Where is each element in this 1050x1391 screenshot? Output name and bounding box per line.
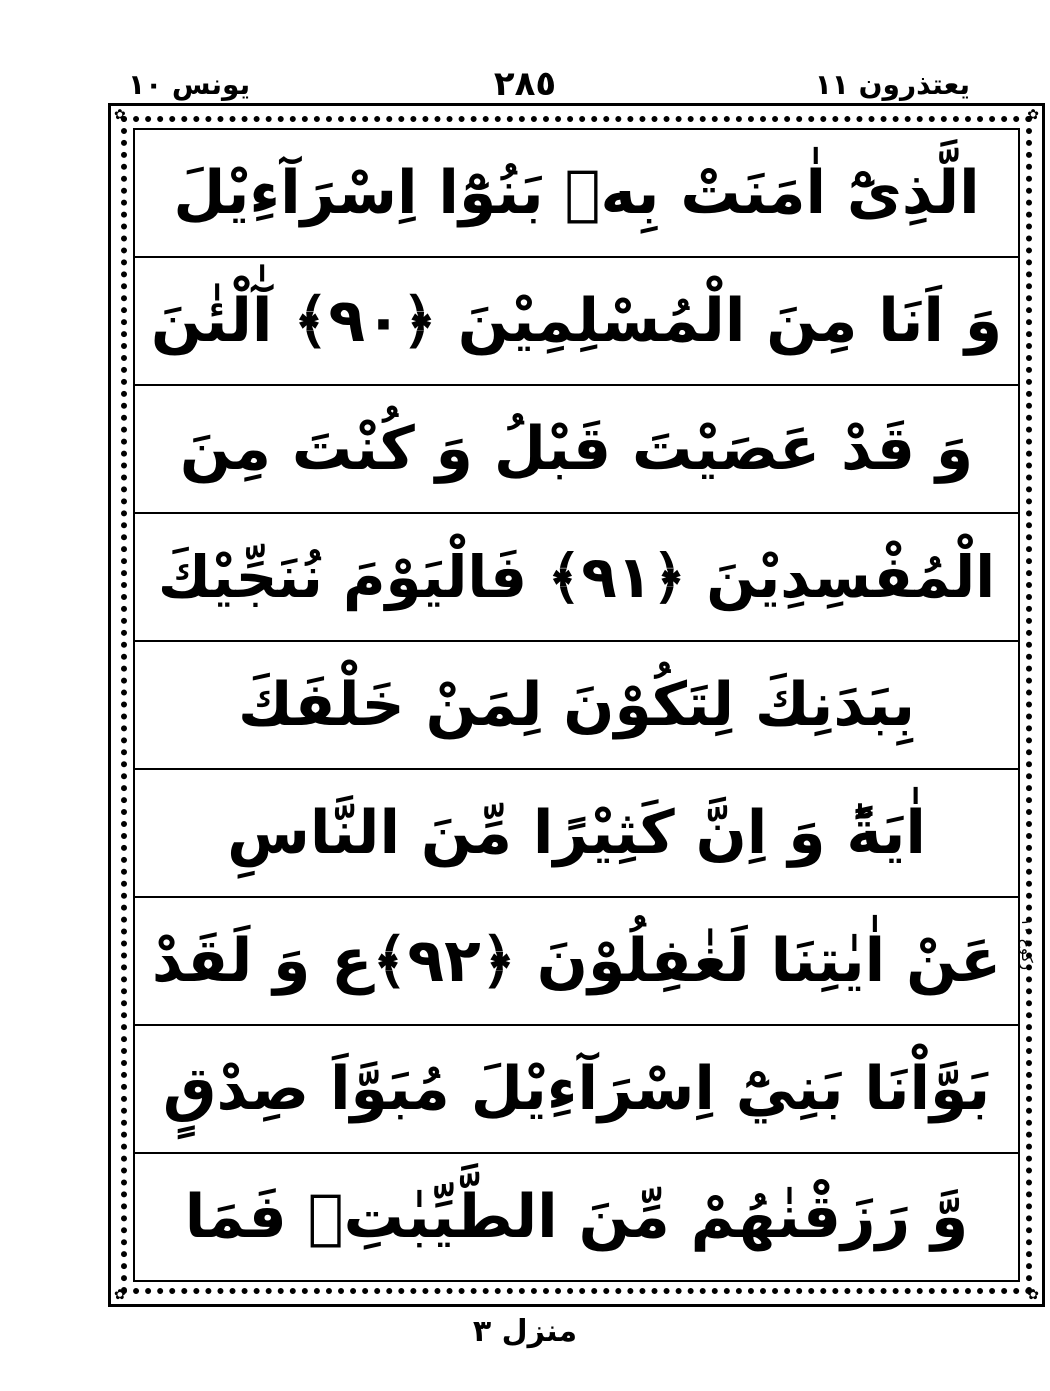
- verse-line: [135, 258, 1018, 386]
- verse-line-text: الَّذِىْٓ اٰمَنَتْ بِهٖ بَنُوْٓا اِسْرَآءِيْلَ: [173, 158, 980, 228]
- verse-lines: [135, 130, 1018, 1280]
- verse-line-text: بَوَّاْنَا بَنِيْٓ اِسْرَآءِيْلَ مُبَوَّاَ صِدْقٍ: [162, 1054, 991, 1124]
- verse-line-text: وَّ رَزَقْنٰهُمْ مِّنَ الطَّيِّبٰتِۚ فَمَا: [184, 1182, 969, 1252]
- verse-line-text: وَ اَنَا مِنَ الْمُسْلِمِيْنَ ﴿٩٠﴾ آٰلْئٰنَ: [150, 286, 1003, 356]
- verse-line: [135, 770, 1018, 898]
- page-frame: [108, 103, 1045, 1307]
- verse-line-text: بِبَدَنِكَ لِتَكُوْنَ لِمَنْ خَلْفَكَ: [237, 670, 916, 740]
- header-juz-label: يعتذرون ١١: [814, 68, 970, 101]
- verse-line: [135, 642, 1018, 770]
- corner-ornament-icon: ✿: [1027, 1287, 1039, 1303]
- text-panel: [133, 128, 1020, 1282]
- corner-ornament-icon: ✿: [114, 107, 126, 123]
- verse-line-text: الْمُفْسِدِيْنَ ﴿٩١﴾ فَالْيَوْمَ نُنَجِّيْكَ: [157, 542, 996, 611]
- verse-line: [135, 1026, 1018, 1154]
- verse-line-text: وَ قَدْ عَصَيْتَ قَبْلُ وَ كُنْتَ مِنَ: [179, 414, 974, 484]
- corner-ornament-icon: ✿: [114, 1287, 126, 1303]
- verse-line-text: عَنْ اٰيٰتِنَا لَغٰفِلُوْنَ ﴿٩٢﴾ع وَ لَقَدْ: [151, 926, 1002, 996]
- verse-line: [135, 130, 1018, 258]
- verse-line: [135, 898, 1018, 1026]
- verse-line: [135, 1154, 1018, 1280]
- manzil-footer: منزل ٣: [472, 1314, 578, 1349]
- ruku-margin-mark: ركوع ١٠: [1018, 918, 1036, 970]
- verse-line-text: اٰيَةًؕ وَ اِنَّ كَثِيْرًا مِّنَ النَّاسِ: [227, 798, 926, 868]
- verse-line: [135, 514, 1018, 642]
- verse-line: [135, 386, 1018, 514]
- corner-ornament-icon: ✿: [1027, 107, 1039, 123]
- header-surah-label: يونس ١٠: [128, 68, 251, 101]
- page-number: ٢٨٥: [493, 64, 557, 104]
